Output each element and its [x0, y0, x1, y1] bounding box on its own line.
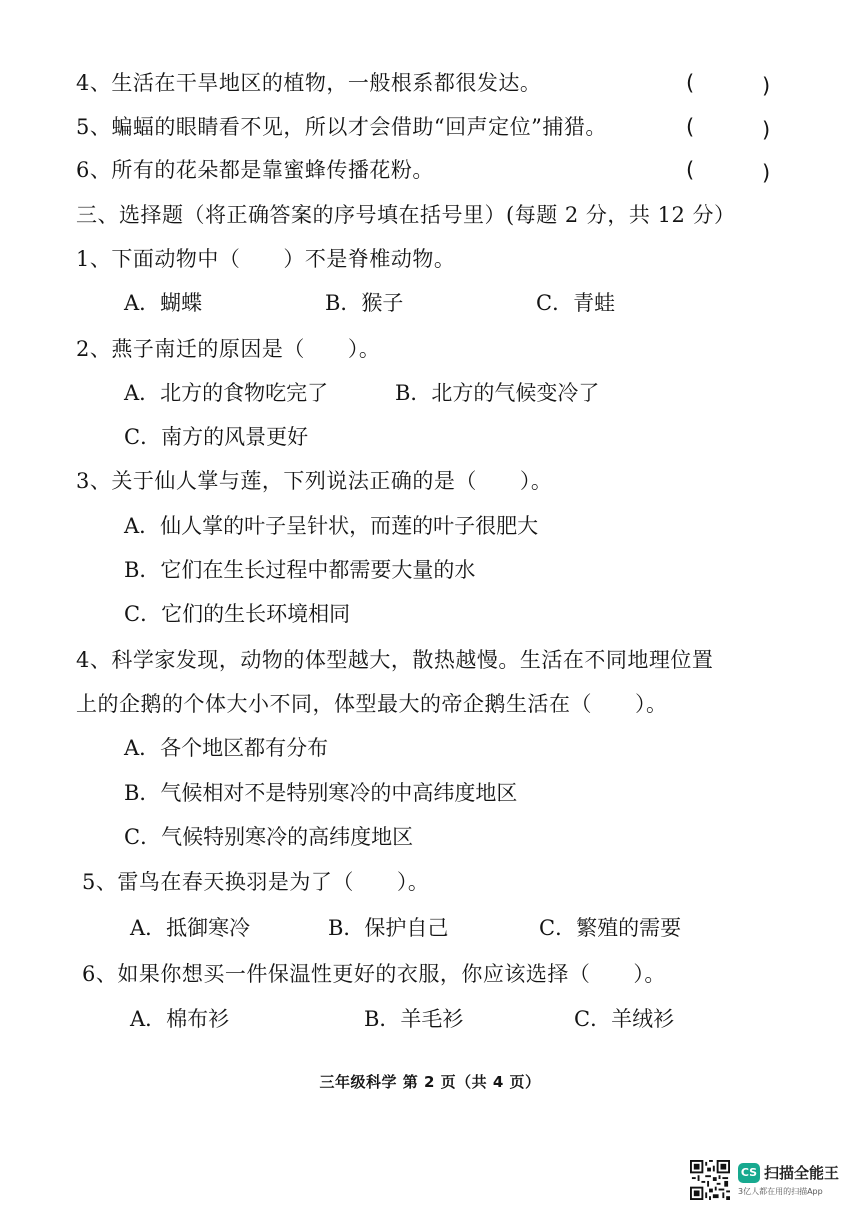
scanner-watermark — [690, 1160, 850, 1200]
scanner-logo-badge: CS — [738, 1163, 760, 1183]
option-a: A．北方的食物吃完了 — [124, 381, 329, 405]
question-stem: 6、如果你想买一件保温性更好的衣服，你应该选择（ ）。 — [82, 962, 666, 986]
answer-bracket-close: ) — [762, 74, 771, 98]
answer-bracket-close: ) — [762, 118, 771, 142]
scanner-app-name: 扫描全能王 — [764, 1164, 840, 1182]
judgement-item-5: 5、蝙蝠的眼睛看不见，所以才会借助“回声定位”捕猎。 — [76, 115, 607, 139]
option-c: C．它们的生长环境相同 — [124, 602, 351, 626]
option-a: A．抵御寒冷 — [130, 916, 251, 940]
answer-bracket-close: ) — [762, 161, 771, 185]
option-b: B．气候相对不是特别寒冷的中高纬度地区 — [124, 781, 518, 805]
section-heading: 三、选择题（将正确答案的序号填在括号里）(每题 2 分，共 12 分） — [76, 203, 736, 227]
question-stem: 5、雷鸟在春天换羽是为了（ ）。 — [82, 870, 430, 894]
scanner-tagline: 3亿人都在用的扫描App — [738, 1187, 823, 1196]
option-c: C．青蛙 — [536, 291, 616, 315]
option-a: A．仙人掌的叶子呈针状，而莲的叶子很肥大 — [124, 514, 539, 538]
page-footer: 三年级科学 第 2 页（共 4 页） — [319, 1073, 541, 1091]
question-stem: 2、燕子南迁的原因是（ ）。 — [76, 337, 381, 361]
answer-bracket-open: ( — [686, 115, 695, 139]
question-stem: 4、科学家发现，动物的体型越大，散热越慢。生活在不同地理位置 — [76, 648, 714, 672]
answer-bracket-open: ( — [686, 71, 695, 95]
question-stem-continued: 上的企鹅的个体大小不同，体型最大的帝企鹅生活在（ ）。 — [76, 692, 668, 716]
option-b: B．羊毛衫 — [364, 1007, 464, 1031]
option-c: C．繁殖的需要 — [539, 916, 682, 940]
option-a: A．棉布衫 — [130, 1007, 230, 1031]
option-a: A．各个地区都有分布 — [124, 736, 329, 760]
option-c: C．气候特别寒冷的高纬度地区 — [124, 825, 414, 849]
option-c: C．羊绒衫 — [574, 1007, 675, 1031]
question-stem: 1、下面动物中（ ）不是脊椎动物。 — [76, 247, 456, 271]
option-c: C．南方的风景更好 — [124, 425, 309, 449]
option-b: B．北方的气候变冷了 — [395, 381, 600, 405]
answer-bracket-open: ( — [686, 158, 695, 182]
option-a: A．蝴蝶 — [124, 291, 203, 315]
qr-code-icon — [690, 1160, 730, 1200]
question-stem: 3、关于仙人掌与莲，下列说法正确的是（ ）。 — [76, 469, 553, 493]
option-b: B．保护自己 — [328, 916, 449, 940]
option-b: B．它们在生长过程中都需要大量的水 — [124, 558, 476, 582]
judgement-item-6: 6、所有的花朵都是靠蜜蜂传播花粉。 — [76, 158, 434, 182]
judgement-item-4: 4、生活在干旱地区的植物，一般根系都很发达。 — [76, 71, 542, 95]
option-b: B．猴子 — [325, 291, 404, 315]
